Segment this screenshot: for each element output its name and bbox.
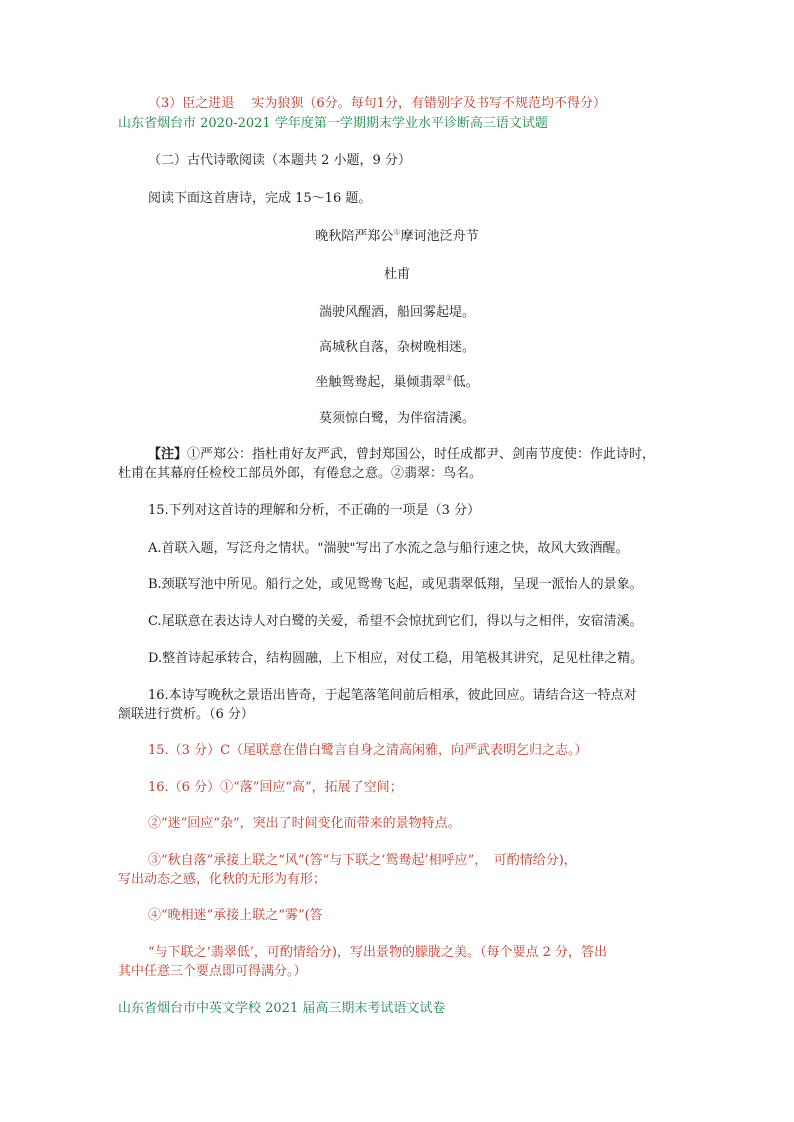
answer-16-point-5-line-2: 其中任意三个要点即可得满分。） [118, 964, 307, 979]
question-16-line-2: 颔联进行赏析。（6 分） [118, 707, 254, 722]
question-15-option-c: C.尾联意在表达诗人对白鹭的关爱，希望不会惊扰到它们，得以与之相伴，安宿清溪。 [148, 614, 643, 629]
source-heading-1: 山东省烟台市 2020-2021 学年度第一学期期末学业水平诊断高三语文试题 [118, 116, 548, 131]
answer-16-point-3-line-1: ③“秋自落”承接上联之“风”(答“与下联之‘鸳鸯起’相呼应”， 可酌情给分)， [148, 853, 577, 868]
question-16-line-1: 16.本诗写晚秋之景语出皆奇，于起笔落笔间前后相承，彼此回应。请结合这一特点对 [148, 688, 637, 703]
previous-answer: （3）臣之进退 实为狼狈（6分。每句1分，有错别字及书写不规范均不得分） [148, 96, 606, 111]
answer-16-point-4: ④“晚相迷”承接上联之“雾”(答 [148, 908, 323, 923]
answer-16-point-3-line-2: 写出动态之感，化秋的无形为有形； [118, 872, 327, 887]
source-heading-2: 山东省烟台市中英文学校 2021 届高三期末考试语文试卷 [118, 1001, 446, 1016]
poem-author: 杜甫 [383, 267, 410, 282]
poem-line-3-a: 坐触鸳鸯起，巢倾翡翠 [315, 375, 446, 390]
note-head: 【注】 [148, 447, 188, 462]
poem-line-2: 高城秋自落，杂树晚相迷。 [318, 340, 475, 355]
note-text-1: ①严郑公：指杜甫好友严武，曾封郑国公，时任成都尹、剑南节度使：作此诗时， [187, 447, 656, 462]
poem-title [0, 228, 794, 246]
poem-title-note-mark: ① [393, 227, 401, 237]
poem-line-1: 湍驶风醒酒，船回雾起堤。 [318, 305, 475, 320]
answer-15: 15.（3 分）C（尾联意在借白鹭言自身之清高闲雅，向严武表明乞归之志。） [148, 743, 588, 758]
poem-title-a: 晚秋陪严郑公 [315, 229, 394, 244]
question-15-option-a: A.首联入题，写泛舟之情状。"湍驶"写出了水流之急与船行速之快，故风大致酒醒。 [148, 541, 629, 556]
poem-title-b: 摩诃池泛舟节 [400, 229, 479, 244]
question-15-stem: 15.下列对这首诗的理解和分析，不正确的一项是（3 分） [148, 503, 481, 518]
answer-16-point-1: 16.（6 分）①“落”回应“高”，拓展了空间； [148, 780, 403, 795]
poem-line-3 [0, 374, 794, 392]
answer-16-point-2: ②“迷”回应“杂”，突出了时间变化而带来的景物特点。 [148, 816, 461, 831]
poem-line-4: 莫须惊白鹭，为伴宿清溪。 [318, 411, 475, 426]
note-line-1 [148, 446, 655, 464]
answer-16-point-5-line-1: “与下联之‘翡翠低’，可酌情给分)，写出景物的朦胧之美。（每个要点 2 分，答出 [148, 945, 608, 960]
note-line-2: 杜甫在其幕府任检校工部员外郎，有倦怠之意。②翡翠：鸟名。 [118, 466, 483, 481]
question-15-option-b: B.颈联写池中所见。船行之处，或见鸳鸯飞起，或见翡翠低翔，呈现一派怡人的景象。 [148, 577, 643, 592]
poem-line-3-note-mark: ② [445, 373, 453, 383]
section-title: （二）古代诗歌阅读（本题共 2 小题，9 分） [148, 153, 411, 168]
poem-line-3-b: 低。 [452, 375, 479, 390]
instruction: 阅读下面这首唐诗，完成 15～16 题。 [148, 191, 372, 206]
question-15-option-d: D.整首诗起承转合，结构圆融，上下相应，对仗工稳，用笔极其讲究，足见杜律之精。 [148, 651, 644, 666]
